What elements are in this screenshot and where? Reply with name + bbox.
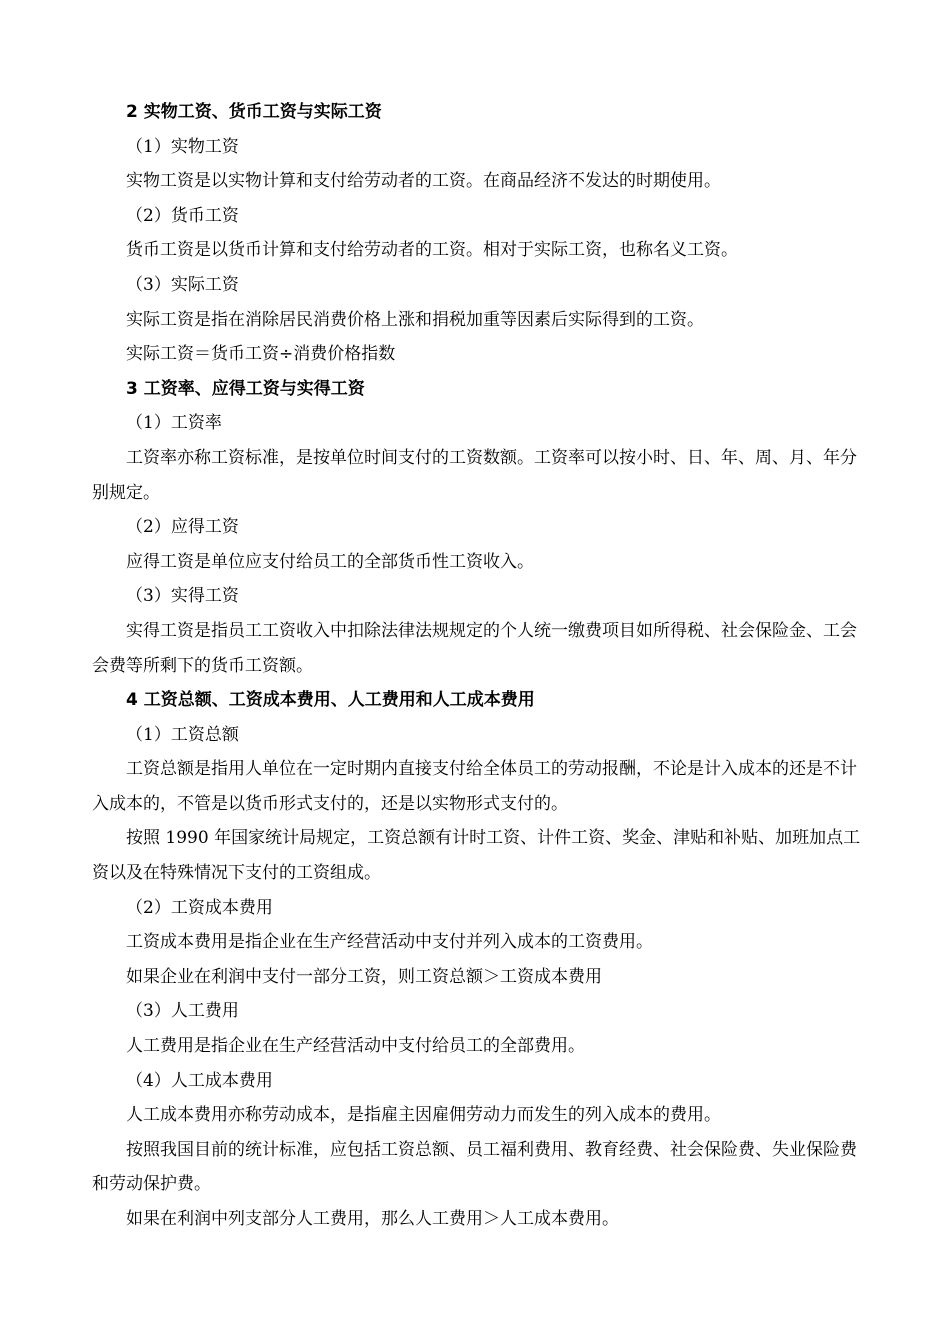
paragraph: 应得工资是单位应支付给员工的全部货币性工资收入。 xyxy=(126,551,534,572)
paragraph: 实物工资是以实物计算和支付给劳动者的工资。在商品经济不发达的时期使用。 xyxy=(126,171,721,192)
subsection-title: （4）人工成本费用 xyxy=(126,1070,273,1091)
section-heading: 2 实物工资、货币工资与实际工资 xyxy=(126,102,382,122)
paragraph: 实得工资是指员工工资收入中扣除法律法规规定的个人统一缴费项目如所得税、社会保险金、工会会费等所剩下的货币工资额。 xyxy=(92,620,857,676)
document-body xyxy=(92,95,867,1237)
paragraph: 工资总额是指用人单位在一定时期内直接支付给全体员工的劳动报酬，不论是计入成本的还是不计入成本的，不管是以货币形式支付的，还是以实物形式支付的。 xyxy=(92,759,857,814)
paragraph: 工资成本费用是指企业在生产经营活动中支付并列入成本的工资费用。 xyxy=(126,932,653,953)
subsection-title: （1）工资率 xyxy=(126,413,222,434)
subsection-title: （2）货币工资 xyxy=(126,205,239,226)
subsection-title: （3）实际工资 xyxy=(126,274,239,295)
formula-paragraph: 实际工资＝货币工资÷消费价格指数 xyxy=(126,344,396,365)
paragraph: 按照我国目前的统计标准，应包括工资总额、员工福利费用、教育经费、社会保险费、失业保险费和劳动保护费。 xyxy=(92,1139,857,1195)
subsection-title: （3）人工费用 xyxy=(126,1001,239,1022)
paragraph: 人工成本费用亦称劳动成本，是指雇主因雇佣劳动力而发生的列入成本的费用。 xyxy=(126,1105,721,1126)
paragraph: 工资率亦称工资标准，是按单位时间支付的工资数额。工资率可以按小时、日、年、周、月、年分别规定。 xyxy=(92,447,857,503)
section-heading: 3 工资率、应得工资与实得工资 xyxy=(126,378,365,399)
subsection-title: （3）实得工资 xyxy=(126,586,239,607)
paragraph: 按照 1990 年国家统计局规定，工资总额有计时工资、计件工资、奖金、津贴和补贴、加班加点工资以及在特殊情况下支付的工资组成。 xyxy=(92,828,861,884)
paragraph: 货币工资是以货币计算和支付给劳动者的工资。相对于实际工资，也称名义工资。 xyxy=(126,240,738,261)
paragraph: 实际工资是指在消除居民消费价格上涨和捐税加重等因素后实际得到的工资。 xyxy=(126,309,704,330)
paragraph: 如果企业在利润中支付一部分工资，则工资总额＞工资成本费用 xyxy=(126,966,602,987)
section-heading: 4 工资总额、工资成本费用、人工费用和人工成本费用 xyxy=(126,690,535,711)
paragraph: 人工费用是指企业在生产经营活动中支付给员工的全部费用。 xyxy=(126,1036,585,1057)
subsection-title: （2）应得工资 xyxy=(126,517,239,538)
paragraph: 如果在利润中列支部分人工费用，那么人工费用＞人工成本费用。 xyxy=(126,1209,619,1229)
subsection-title: （1）工资总额 xyxy=(126,724,239,745)
subsection-title: （2）工资成本费用 xyxy=(126,897,273,918)
subsection-title: （1）实物工资 xyxy=(126,136,239,157)
